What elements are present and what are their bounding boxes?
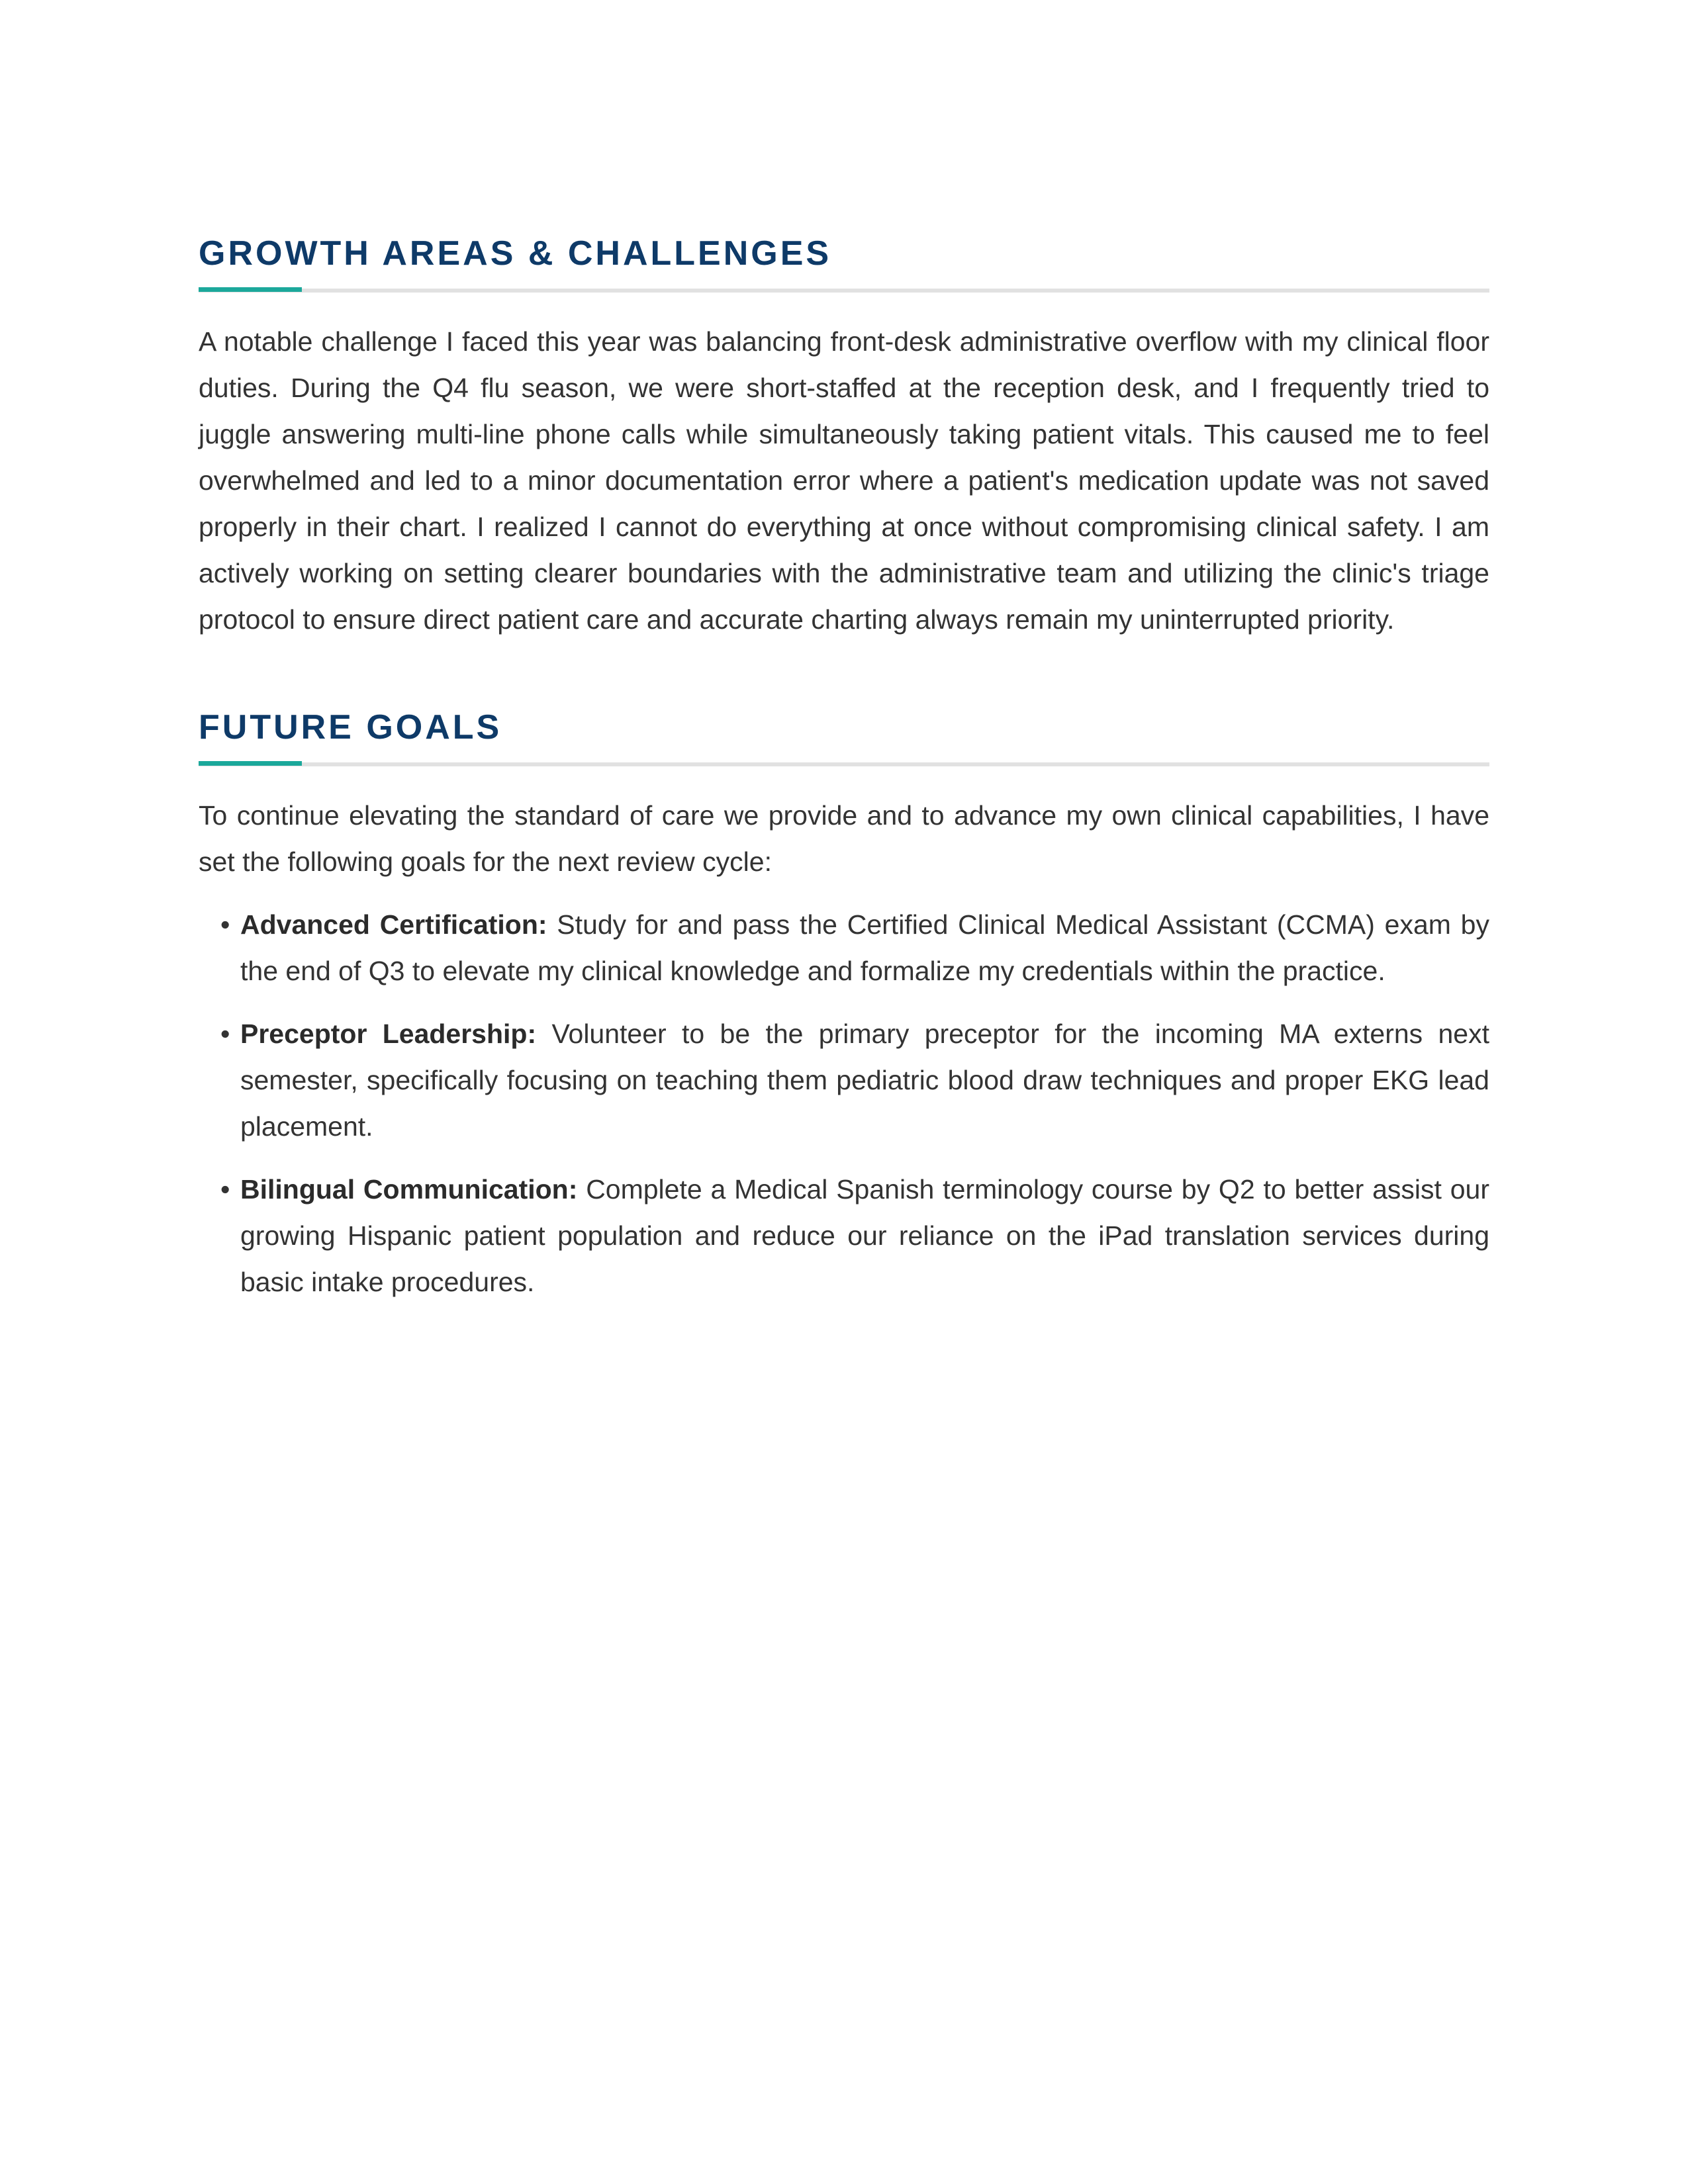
divider-line <box>199 289 1489 293</box>
document-page <box>199 228 1489 1305</box>
list-item <box>199 1011 1489 1150</box>
divider-line <box>199 762 1489 766</box>
section-divider <box>199 287 1489 292</box>
list-item <box>199 1166 1489 1305</box>
growth-paragraph: A notable challenge I faced this year was balancing front-desk administrative overflow with my clinical floor duties. During the Q4 flu season, we were short-staffed at the reception desk, and I frequently tried to juggle answering multi-line phone calls while simultaneously taking patient vitals. This caused me to feel overwhelmed and led to a minor documentation error where a patient's medication update was not saved properly in their chart. I realized I cannot do everything at once without compromising clinical safety. I am actively working on setting clearer boundaries with the administrative team and utilizing the clinic's triage protocol to ensure direct patient care and accurate charting always remain my uninterrupted priority. <box>199 326 1489 635</box>
goal-text: Study for and pass the Certified Clinical Medical Assistant (CCMA) exam by the end of Q3 to elevate my clinical knowledge and formalize my credentials within the practice. <box>240 909 1489 986</box>
goal-text: Volunteer to be the primary preceptor for the incoming MA externs next semester, specifically focusing on teaching them pediatric blood draw techniques and proper EKG lead placement. <box>240 1019 1489 1142</box>
divider-accent <box>199 761 302 766</box>
goal-label: Preceptor Leadership: <box>240 1019 552 1049</box>
goal-text: Complete a Medical Spanish terminology course by Q2 to better assist our growing Hispanic patient population and reduce our reliance on the iPad translation services during basic intake procedures. <box>240 1174 1489 1297</box>
goal-label: Advanced Certification: <box>240 909 557 940</box>
divider-accent <box>199 287 302 292</box>
bullet-icon: • <box>220 1174 230 1205</box>
bullet-icon: • <box>220 1019 230 1049</box>
goal-label: Bilingual Communication: <box>240 1174 586 1205</box>
goals-list <box>199 901 1489 1305</box>
section-heading-growth: GROWTH AREAS & CHALLENGES <box>199 234 832 273</box>
growth-areas-section <box>199 228 1489 643</box>
goals-intro-paragraph: To continue elevating the standard of care we provide and to advance my own clinical capabilities, I have set the following goals for the next review cycle: <box>199 800 1489 877</box>
future-goals-section <box>199 702 1489 1305</box>
section-heading-goals: FUTURE GOALS <box>199 708 502 747</box>
list-item <box>199 901 1489 994</box>
section-divider <box>199 761 1489 766</box>
bullet-icon: • <box>220 909 230 940</box>
